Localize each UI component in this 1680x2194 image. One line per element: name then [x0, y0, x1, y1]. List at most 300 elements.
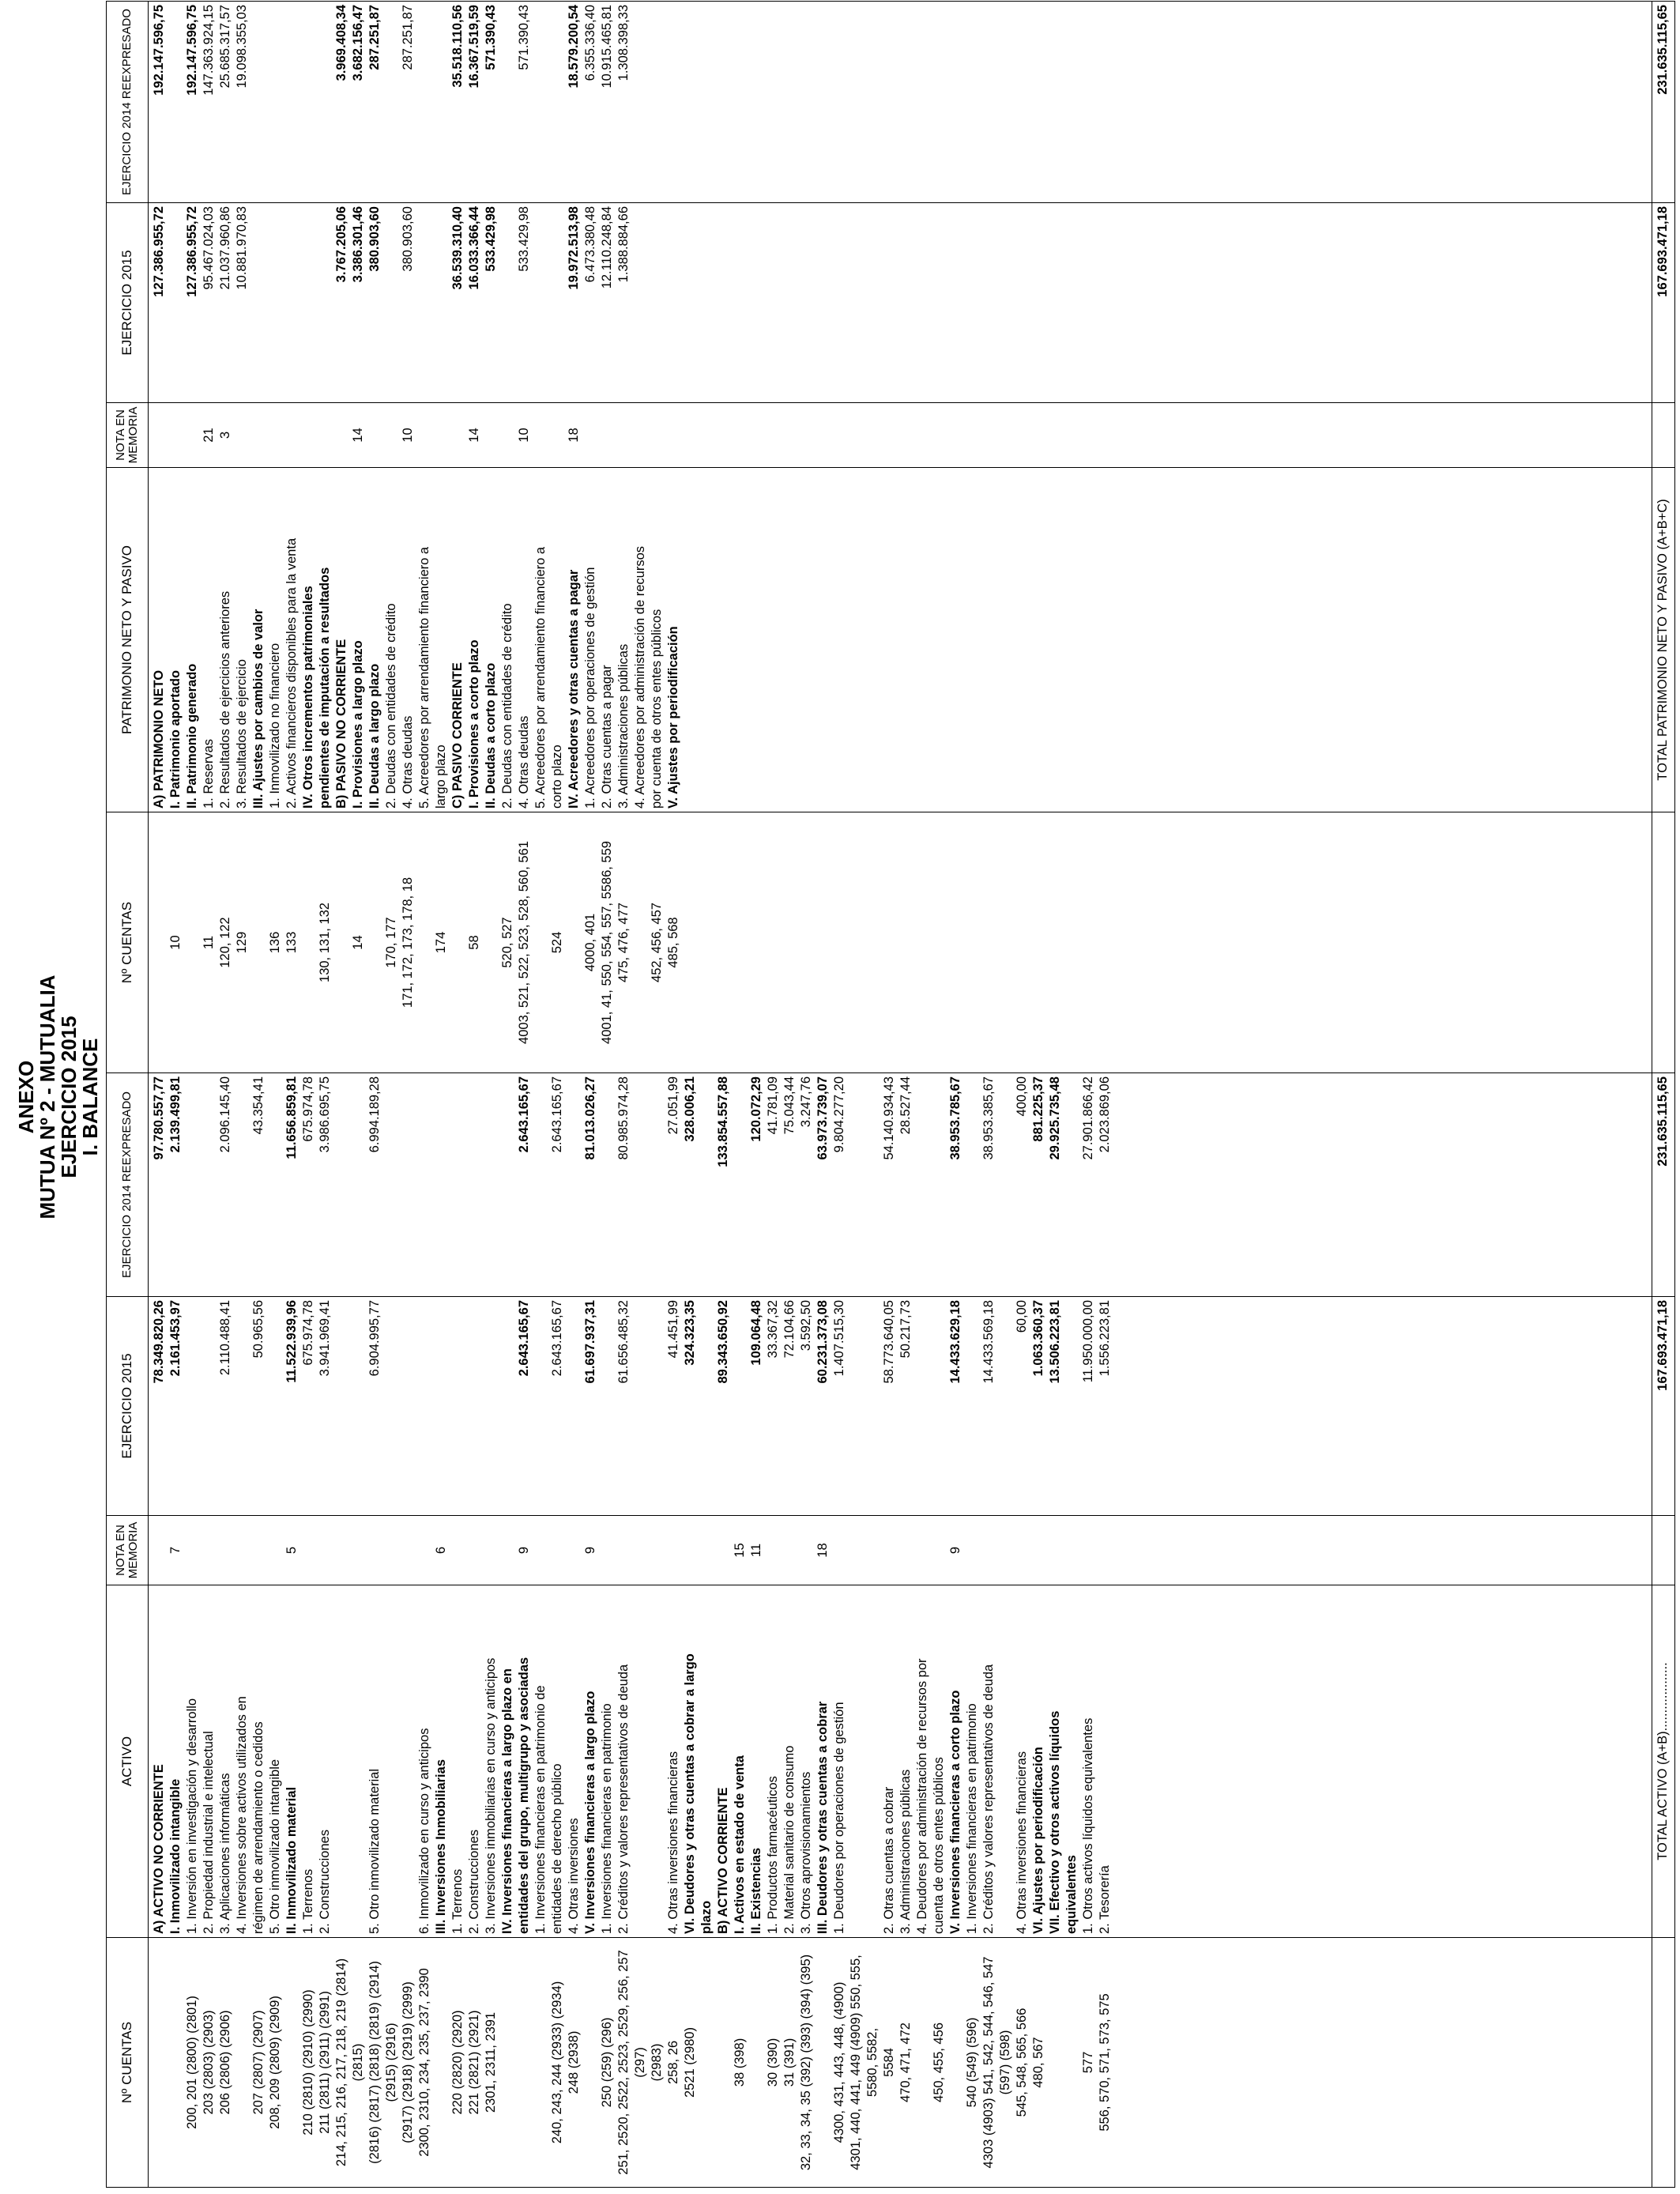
- activo-value-2015: 6.904.995,77: [367, 1297, 400, 1516]
- pasivo-value-2015: 127.386.955,72: [184, 203, 201, 403]
- pasivo-memo-note: [168, 403, 184, 468]
- pasivo-line-label: 1. Reservas: [201, 468, 217, 812]
- pasivo-value-2014: [416, 2, 433, 203]
- pasivo-account-codes: 171, 172, 173, 178, 18: [400, 812, 416, 1073]
- activo-row: [914, 1073, 931, 2188]
- activo-value-2015: 14.433.569,18: [981, 1297, 1014, 1516]
- activo-value-2014: 2.139.499,81: [168, 1073, 184, 1297]
- activo-row: [815, 1073, 831, 2188]
- activo-account-codes: 577: [1080, 1938, 1097, 2188]
- activo-value-2015: 60,00: [1014, 1297, 1030, 1516]
- pasivo-row: [250, 2, 267, 1073]
- activo-value-2015: [400, 1297, 416, 1516]
- activo-line-label: [848, 1585, 881, 1938]
- pasivo-value-2014: 287.251,87: [400, 2, 416, 203]
- activo-account-codes: [748, 1938, 765, 2188]
- pasivo-memo-note: [367, 403, 383, 468]
- activo-row: [300, 1073, 317, 2188]
- activo-value-2015: [931, 1297, 947, 1516]
- pasivo-value-2014: 571.390,43: [516, 2, 533, 203]
- activo-memo-note: [914, 1516, 931, 1585]
- activo-value-2015: [416, 1297, 433, 1516]
- activo-memo-note: [616, 1516, 649, 1585]
- activo-line-label: V. Inversiones financieras a largo plazo: [582, 1585, 599, 1938]
- activo-line-label: cuenta de otros entes públicos: [931, 1585, 947, 1938]
- activo-header-row: [107, 1073, 149, 2188]
- pasivo-row: [383, 2, 400, 1073]
- pasivo-total-label: TOTAL PATRIMONIO NETO Y PASIVO (A+B+C): [1652, 468, 1675, 812]
- pasivo-value-2015: 380.903,60: [400, 203, 416, 403]
- activo-row: [715, 1073, 732, 2188]
- activo-value-2014: 675.974,78: [300, 1073, 317, 1297]
- activo-account-codes: 240, 243, 244 (2933) (2934): [549, 1938, 566, 2188]
- activo-line-label: I. Activos en estado de venta: [732, 1585, 748, 1938]
- pasivo-value-2015: [284, 203, 300, 403]
- activo-value-2014: [566, 1073, 582, 1297]
- activo-memo-note: [450, 1516, 466, 1585]
- activo-row: [566, 1073, 582, 2188]
- pasivo-value-2014: 10.915.465,81: [599, 2, 616, 203]
- pasivo-row: [616, 2, 632, 1073]
- activo-memo-note: [898, 1516, 914, 1585]
- activo-value-2014: 54.140.934,43: [881, 1073, 898, 1297]
- pasivo-account-codes: [300, 812, 317, 1073]
- activo-account-codes: [284, 1938, 300, 2188]
- activo-value-2014: 328.006,21: [682, 1073, 699, 1297]
- activo-memo-note: [300, 1516, 317, 1585]
- activo-value-2015: 89.343.650,92: [715, 1297, 732, 1516]
- activo-value-2015: [267, 1297, 284, 1516]
- pasivo-account-codes: 129: [234, 812, 250, 1073]
- activo-line-label: 3. Aplicaciones informáticas: [217, 1585, 234, 1938]
- activo-value-2014: 97.780.557,77: [149, 1073, 168, 1297]
- pasivo-line-label: 5. Acreedores por arrendamiento financiero a: [416, 468, 433, 812]
- anexo-heading: ANEXO: [14, 1060, 38, 1134]
- activo-row: [149, 1073, 168, 2188]
- activo-value-2014: 43.354,41: [250, 1073, 267, 1297]
- balance-heading: I. BALANCE: [78, 1038, 102, 1156]
- activo-value-2014: 81.013.026,27: [582, 1073, 599, 1297]
- activo-value-2014: 9.804.277,20: [831, 1073, 848, 1297]
- activo-memo-note: [931, 1516, 947, 1585]
- activo-row: [798, 1073, 815, 2188]
- pasivo-account-codes: 170, 177: [383, 812, 400, 1073]
- activo-row: [333, 1073, 367, 2188]
- activo-row: [168, 1073, 184, 2188]
- activo-value-2014: 11.656.859,81: [284, 1073, 300, 1297]
- activo-value-2015: 11.522.939,96: [284, 1297, 300, 1516]
- activo-line-label: 4. Otras inversiones financieras: [1014, 1585, 1030, 1938]
- activo-row: [765, 1073, 782, 2188]
- pasivo-line-label: 2. Deudas con entidades de crédito: [383, 468, 400, 812]
- pasivo-value-2015: [549, 203, 566, 403]
- pasivo-value-2014: [267, 2, 284, 203]
- activo-row: [234, 1073, 250, 2188]
- activo-line-label: VI. Deudores y otras cuentas a cobrar a largo: [682, 1585, 699, 1938]
- pasivo-value-2014: 3.682.156,47: [350, 2, 367, 203]
- activo-account-codes: (2816) (2817) (2818) (2819) (2914) (2915) (2916): [367, 1938, 400, 2188]
- activo-memo-note: 6: [433, 1516, 450, 1585]
- activo-row: [599, 1073, 616, 2188]
- activo-value-2015: 61.697.937,31: [582, 1297, 599, 1516]
- pasivo-line-label: largo plazo: [433, 468, 450, 812]
- activo-value-2015: 41.451,99: [665, 1297, 682, 1516]
- activo-memo-note: [782, 1516, 798, 1585]
- activo-memo-note: [466, 1516, 483, 1585]
- activo-line-label: 3. Inversiones inmobiliarias en curso y anticipos: [483, 1585, 499, 1938]
- pasivo-account-codes: 452, 456, 457: [649, 812, 665, 1073]
- pasivo-row: [168, 2, 184, 1073]
- activo-account-codes: [1064, 1938, 1080, 2188]
- pasivo-memo-note: [433, 403, 450, 468]
- pasivo-row: [367, 2, 383, 1073]
- pasivo-value-2014: [433, 2, 450, 203]
- activo-row: [1064, 1073, 1080, 2188]
- activo-account-codes: 221 (2821) (2921): [466, 1938, 483, 2188]
- activo-line-label: 2. Construcciones: [317, 1585, 333, 1938]
- pasivo-memo-note: [649, 403, 665, 468]
- activo-value-2015: 109.064,48: [748, 1297, 765, 1516]
- activo-account-codes: [149, 1938, 168, 2188]
- pasivo-value-2014: [300, 2, 317, 203]
- activo-value-2015: [649, 1297, 665, 1516]
- pasivo-memo-note: 3: [217, 403, 234, 468]
- activo-account-codes: 207 (2807) (2907): [250, 1938, 267, 2188]
- pasivo-value-2015: [416, 203, 433, 403]
- activo-row: [898, 1073, 914, 2188]
- activo-value-2015: 50.217,73: [898, 1297, 914, 1516]
- pasivo-account-codes: 4003, 521, 522, 523, 528, 560, 561: [516, 812, 533, 1073]
- activo-account-codes: (2917) (2918) (2919) (2999): [400, 1938, 416, 2188]
- activo-col-cuentas: Nº CUENTAS: [107, 1938, 149, 2188]
- activo-value-2014: [333, 1073, 367, 1297]
- activo-value-2015: 58.773.640,05: [881, 1297, 898, 1516]
- activo-value-2015: [964, 1297, 981, 1516]
- activo-spacer-row: [1113, 1073, 1652, 2188]
- activo-line-label: 5. Otro inmovilizado material: [367, 1585, 400, 1938]
- pasivo-value-2014: [284, 2, 300, 203]
- pasivo-account-codes: [149, 812, 168, 1073]
- activo-total-label: TOTAL ACTIVO (A+B)...................: [1652, 1585, 1675, 1938]
- activo-line-label: VII. Efectivo y otros activos líquidos: [1047, 1585, 1064, 1938]
- activo-value-2014: 2.023.869,06: [1097, 1073, 1113, 1297]
- pasivo-value-2015: [383, 203, 400, 403]
- activo-row: [748, 1073, 765, 2188]
- activo-value-2015: 2.643.165,67: [549, 1297, 566, 1516]
- activo-total-2014: 231.635.115,65: [1652, 1073, 1675, 1297]
- pasivo-body: [149, 2, 683, 1073]
- activo-value-2014: [433, 1073, 450, 1297]
- pasivo-value-2015: 533.429,98: [516, 203, 533, 403]
- activo-row: [516, 1073, 533, 2188]
- activo-account-codes: 206 (2806) (2906): [217, 1938, 234, 2188]
- activo-value-2015: 2.161.453,97: [168, 1297, 184, 1516]
- pasivo-memo-note: [632, 403, 649, 468]
- pasivo-line-label: corto plazo: [549, 468, 566, 812]
- pasivo-row: [284, 2, 300, 1073]
- activo-row: [416, 1073, 433, 2188]
- pasivo-value-2014: [168, 2, 184, 203]
- activo-account-codes: [533, 1938, 549, 2188]
- activo-line-label: régimen de arrendamiento o cedidos: [250, 1585, 267, 1938]
- activo-memo-note: [149, 1516, 168, 1585]
- activo-value-2015: 60.231.373,08: [815, 1297, 831, 1516]
- pasivo-row: [217, 2, 234, 1073]
- activo-value-2014: [1064, 1073, 1080, 1297]
- activo-account-codes: 545, 548, 565, 566: [1014, 1938, 1030, 2188]
- activo-memo-note: [831, 1516, 848, 1585]
- activo-line-label: V. Inversiones financieras a corto plazo: [947, 1585, 964, 1938]
- pasivo-total-2015: 167.693.471,18: [1652, 203, 1675, 403]
- pasivo-row: [566, 2, 582, 1073]
- pasivo-memo-note: 14: [350, 403, 367, 468]
- pasivo-memo-note: [333, 403, 350, 468]
- pasivo-value-2014: 147.363.924,15: [201, 2, 217, 203]
- pasivo-value-2015: 95.467.024,03: [201, 203, 217, 403]
- pasivo-value-2015: 6.473.380,48: [582, 203, 599, 403]
- pasivo-line-label: A) PATRIMONIO NETO: [149, 468, 168, 812]
- activo-memo-note: [267, 1516, 284, 1585]
- pasivo-line-label: 3. Administraciones públicas: [616, 468, 632, 812]
- activo-value-2014: 133.854.557,88: [715, 1073, 732, 1297]
- pasivo-memo-note: [300, 403, 317, 468]
- activo-memo-note: 9: [516, 1516, 533, 1585]
- pasivo-memo-note: [549, 403, 566, 468]
- activo-value-2015: 11.950.000,00: [1080, 1297, 1097, 1516]
- pasivo-value-2014: [533, 2, 549, 203]
- activo-memo-note: [416, 1516, 433, 1585]
- pasivo-value-2014: [632, 2, 649, 203]
- activo-memo-note: [566, 1516, 582, 1585]
- activo-line-label: 1. Terrenos: [450, 1585, 466, 1938]
- pasivo-account-codes: [533, 812, 549, 1073]
- activo-value-2015: 14.433.629,18: [947, 1297, 964, 1516]
- activo-line-label: 3. Administraciones públicas: [898, 1585, 914, 1938]
- activo-table: [106, 1072, 1675, 2188]
- activo-value-2014: [914, 1073, 931, 1297]
- pasivo-memo-note: 18: [566, 403, 582, 468]
- activo-line-label: III. Inversiones Inmobiliarias: [433, 1585, 450, 1938]
- activo-account-codes: 4303 (4903) 541, 542, 544, 546, 547 (597) (598): [981, 1938, 1014, 2188]
- pasivo-value-2015: 16.033.366,44: [466, 203, 483, 403]
- activo-value-2014: [931, 1073, 947, 1297]
- activo-line-label: A) ACTIVO NO CORRIENTE: [149, 1585, 168, 1938]
- activo-memo-note: [549, 1516, 566, 1585]
- activo-account-codes: 556, 570, 571, 573, 575: [1097, 1938, 1113, 2188]
- activo-line-label: II. Inmovilizado material: [284, 1585, 300, 1938]
- pasivo-value-2014: 19.098.355,03: [234, 2, 250, 203]
- activo-line-label: 2. Propiedad industrial e intelectual: [201, 1585, 217, 1938]
- activo-line-label: 2. Tesorería: [1097, 1585, 1113, 1938]
- activo-account-codes: 258, 26: [665, 1938, 682, 2188]
- activo-memo-note: [649, 1516, 665, 1585]
- activo-memo-note: [881, 1516, 898, 1585]
- pasivo-row: [184, 2, 201, 1073]
- activo-value-2014: 3.247,76: [798, 1073, 815, 1297]
- activo-account-codes: [582, 1938, 599, 2188]
- pasivo-line-label: 2. Deudas con entidades de crédito: [499, 468, 516, 812]
- pasivo-line-label: I. Provisiones a largo plazo: [350, 468, 367, 812]
- pasivo-account-codes: [483, 812, 499, 1073]
- activo-value-2014: 29.925.735,48: [1047, 1073, 1064, 1297]
- activo-account-codes: [168, 1938, 184, 2188]
- pasivo-line-label: I. Patrimonio aportado: [168, 468, 184, 812]
- mutua-heading: MUTUA Nº 2 - MUTUALIA: [36, 974, 59, 1220]
- activo-value-2015: [848, 1297, 881, 1516]
- pasivo-value-2015: [499, 203, 516, 403]
- pasivo-value-2015: 127.386.955,72: [149, 203, 168, 403]
- pasivo-line-label: 2. Otras cuentas a pagar: [599, 468, 616, 812]
- pasivo-account-codes: 136: [267, 812, 284, 1073]
- activo-value-2015: [466, 1297, 483, 1516]
- activo-value-2015: [201, 1297, 217, 1516]
- pasivo-value-2015: 19.972.513,98: [566, 203, 582, 403]
- pasivo-memo-note: [665, 403, 682, 468]
- activo-value-2015: [333, 1297, 367, 1516]
- pasivo-memo-note: 10: [516, 403, 533, 468]
- activo-value-2014: [483, 1073, 499, 1297]
- activo-value-2015: 2.643.165,67: [516, 1297, 533, 1516]
- pasivo-line-label: V. Ajustes por periodificación: [665, 468, 682, 812]
- pasivo-memo-note: [483, 403, 499, 468]
- activo-account-codes: 208, 209 (2809) (2909): [267, 1938, 284, 2188]
- pasivo-account-codes: 485, 568: [665, 812, 682, 1073]
- activo-memo-note: [499, 1516, 516, 1585]
- pasivo-memo-note: [234, 403, 250, 468]
- activo-line-label: 3. Otros aprovisionamientos: [798, 1585, 815, 1938]
- activo-memo-note: 7: [168, 1516, 184, 1585]
- activo-value-2015: [433, 1297, 450, 1516]
- activo-value-2015: [184, 1297, 201, 1516]
- activo-memo-note: [234, 1516, 250, 1585]
- activo-value-2015: [699, 1297, 715, 1516]
- activo-value-2015: 2.110.488,41: [217, 1297, 234, 1516]
- pasivo-row: [350, 2, 367, 1073]
- activo-value-2014: [964, 1073, 981, 1297]
- activo-line-label: B) ACTIVO CORRIENTE: [715, 1585, 732, 1938]
- activo-row: [1097, 1073, 1113, 2188]
- pasivo-spacer-row: [682, 2, 1652, 1073]
- activo-row: [616, 1073, 649, 2188]
- activo-line-label: plazo: [699, 1585, 715, 1938]
- activo-memo-note: 18: [815, 1516, 831, 1585]
- pasivo-account-codes: [184, 812, 201, 1073]
- pasivo-value-2015: [250, 203, 267, 403]
- activo-account-codes: 250 (259) (296): [599, 1938, 616, 2188]
- activo-value-2014: 2.096.145,40: [217, 1073, 234, 1297]
- pasivo-col-2015: EJERCICIO 2015: [107, 203, 149, 403]
- pasivo-row: [549, 2, 566, 1073]
- pasivo-row: [649, 2, 665, 1073]
- pasivo-row: [400, 2, 416, 1073]
- activo-memo-note: [699, 1516, 715, 1585]
- activo-row: [682, 1073, 699, 2188]
- pasivo-memo-note: [149, 403, 168, 468]
- activo-memo-note: [715, 1516, 732, 1585]
- activo-value-2014: 881.225,37: [1030, 1073, 1047, 1297]
- activo-row: [267, 1073, 284, 2188]
- activo-row: [549, 1073, 566, 2188]
- pasivo-line-label: B) PASIVO NO CORRIENTE: [333, 468, 350, 812]
- activo-account-codes: 5584: [881, 1938, 898, 2188]
- activo-value-2015: 72.104,66: [782, 1297, 798, 1516]
- activo-row: [1080, 1073, 1097, 2188]
- pasivo-memo-note: [616, 403, 632, 468]
- activo-account-codes: 210 (2810) (2910) (2990): [300, 1938, 317, 2188]
- activo-memo-note: [798, 1516, 815, 1585]
- activo-value-2015: 78.349.820,26: [149, 1297, 168, 1516]
- pasivo-total-2014: 231.635.115,65: [1652, 2, 1675, 203]
- activo-col-nota: NOTA EN MEMORIA: [107, 1516, 149, 1585]
- pasivo-account-codes: 130, 131, 132: [317, 812, 333, 1073]
- activo-value-2014: 27.051,99: [665, 1073, 682, 1297]
- activo-account-codes: 2300, 2310, 234, 235, 237, 2390: [416, 1938, 433, 2188]
- activo-value-2014: 120.072,29: [748, 1073, 765, 1297]
- pasivo-value-2014: [250, 2, 267, 203]
- activo-account-codes: [699, 1938, 715, 2188]
- activo-row: [201, 1073, 217, 2188]
- activo-memo-note: [848, 1516, 881, 1585]
- pasivo-value-2014: [649, 2, 665, 203]
- activo-value-2014: [201, 1073, 217, 1297]
- activo-row: [732, 1073, 748, 2188]
- activo-value-2015: 3.592,50: [798, 1297, 815, 1516]
- activo-line-label: 2. Créditos y valores representativos de deuda: [616, 1585, 649, 1938]
- pasivo-value-2014: [499, 2, 516, 203]
- activo-account-codes: [947, 1938, 964, 2188]
- activo-line-label: VI. Ajustes por periodificación: [1030, 1585, 1047, 1938]
- activo-value-2014: 28.527,44: [898, 1073, 914, 1297]
- pasivo-line-label: II. Patrimonio generado: [184, 468, 201, 812]
- activo-value-2015: [450, 1297, 466, 1516]
- pasivo-row: [499, 2, 516, 1073]
- activo-memo-note: [400, 1516, 416, 1585]
- activo-value-2015: 675.974,78: [300, 1297, 317, 1516]
- pasivo-row: [582, 2, 599, 1073]
- activo-value-2014: 75.043,44: [782, 1073, 798, 1297]
- activo-line-label: 6. Inmovilizado en curso y anticipos: [416, 1585, 433, 1938]
- activo-value-2014: [400, 1073, 416, 1297]
- activo-account-codes: 32, 33, 34, 35 (392) (393) (394) (395): [798, 1938, 815, 2188]
- pasivo-account-codes: 133: [284, 812, 300, 1073]
- activo-value-2015: [483, 1297, 499, 1516]
- activo-memo-note: [765, 1516, 782, 1585]
- activo-line-label: [333, 1585, 367, 1938]
- activo-account-codes: 220 (2820) (2920): [450, 1938, 466, 2188]
- pasivo-line-label: pendientes de imputación a resultados: [317, 468, 333, 812]
- activo-row: [881, 1073, 898, 2188]
- pasivo-memo-note: [317, 403, 333, 468]
- activo-memo-note: [1080, 1516, 1097, 1585]
- activo-line-label: 4. Otras inversiones: [566, 1585, 582, 1938]
- pasivo-value-2015: [317, 203, 333, 403]
- activo-line-label: 4. Otras inversiones financieras: [665, 1585, 682, 1938]
- activo-value-2014: 6.994.189,28: [367, 1073, 400, 1297]
- activo-value-2014: 400,00: [1014, 1073, 1030, 1297]
- activo-memo-note: [665, 1516, 682, 1585]
- activo-account-codes: 214, 215, 216, 217, 218, 219 (2814) (2815): [333, 1938, 367, 2188]
- activo-total-row: [1652, 1073, 1675, 2188]
- activo-value-2015: [566, 1297, 582, 1516]
- activo-row: [433, 1073, 450, 2188]
- pasivo-memo-note: [383, 403, 400, 468]
- pasivo-value-2014: 287.251,87: [367, 2, 383, 203]
- activo-value-2015: 1.063.360,37: [1030, 1297, 1047, 1516]
- activo-value-2015: [914, 1297, 931, 1516]
- activo-row: [782, 1073, 798, 2188]
- activo-value-2015: 1.407.515,30: [831, 1297, 848, 1516]
- pasivo-line-label: III. Ajustes por cambios de valor: [250, 468, 267, 812]
